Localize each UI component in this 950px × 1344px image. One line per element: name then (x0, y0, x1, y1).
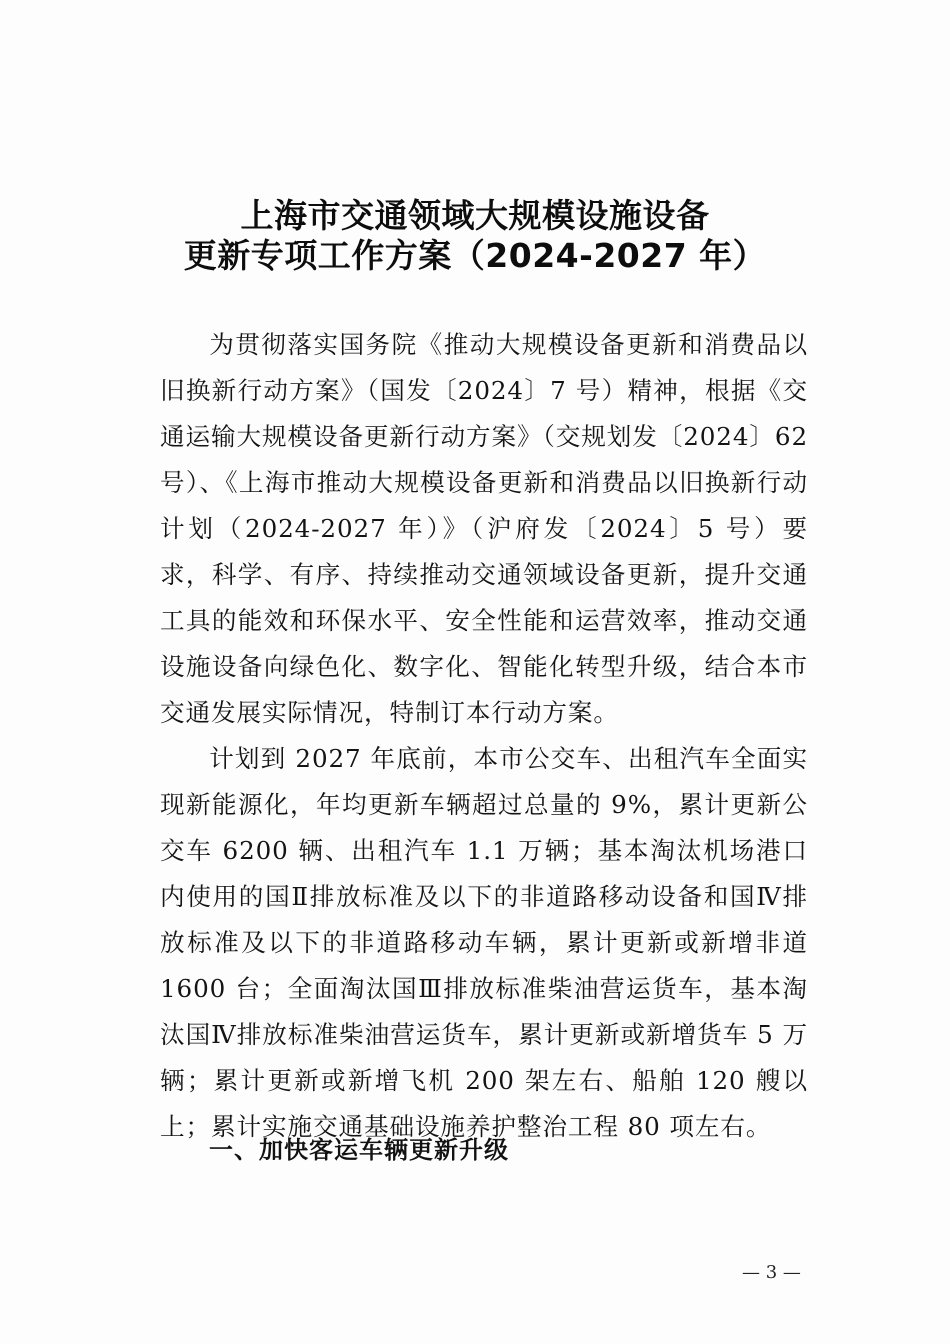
document-title-line-2: 更新专项工作方案（2024-2027 年） (183, 236, 767, 275)
document-body (160, 322, 808, 1150)
document-title-line-1: 上海市交通领域大规模设施设备 (240, 196, 710, 235)
body-paragraph-1: 为贯彻落实国务院《推动大规模设备更新和消费品以旧换新行动方案》（国发〔2024〕7 号）精神，根据《交通运输大规模设备更新行动方案》（交规划发〔2024〕62 号）、《上海市推动大规模设备更新和消费品以旧换新行动计划（2024-2027 年）》（沪府发〔2024〕5 号）要求，科学、有序、持续推动交通领域设备更新，提升交通工具的能效和环保水平、安全性能和运营效率，推动交通设施设备向绿色化、数字化、智能化转型升级，结合本市交通发展实际情况，特制订本行动方案。 (160, 330, 808, 727)
section-heading: 一、加快客运车辆更新升级 (209, 1136, 509, 1164)
page-number: — 3 — (742, 1262, 801, 1283)
body-paragraph-2: 计划到 2027 年底前，本市公交车、出租汽车全面实现新能源化，年均更新车辆超过总量的 9%，累计更新公交车 6200 辆、出租汽车 1.1 万辆；基本淘汰机场港口内使用的国Ⅱ排放标准及以下的非道路移动设备和国Ⅳ排放标准及以下的非道路移动车辆，累计更新或新增非道 1600 台；全面淘汰国Ⅲ排放标准柴油营运货车，基本淘汰国Ⅳ排放标准柴油营运货车，累计更新或新增货车 5 万辆；累计更新或新增飞机 200 架左右、船舶 120 艘以上；累计实施交通基础设施养护整治工程 80 项左右。 (160, 744, 808, 1141)
